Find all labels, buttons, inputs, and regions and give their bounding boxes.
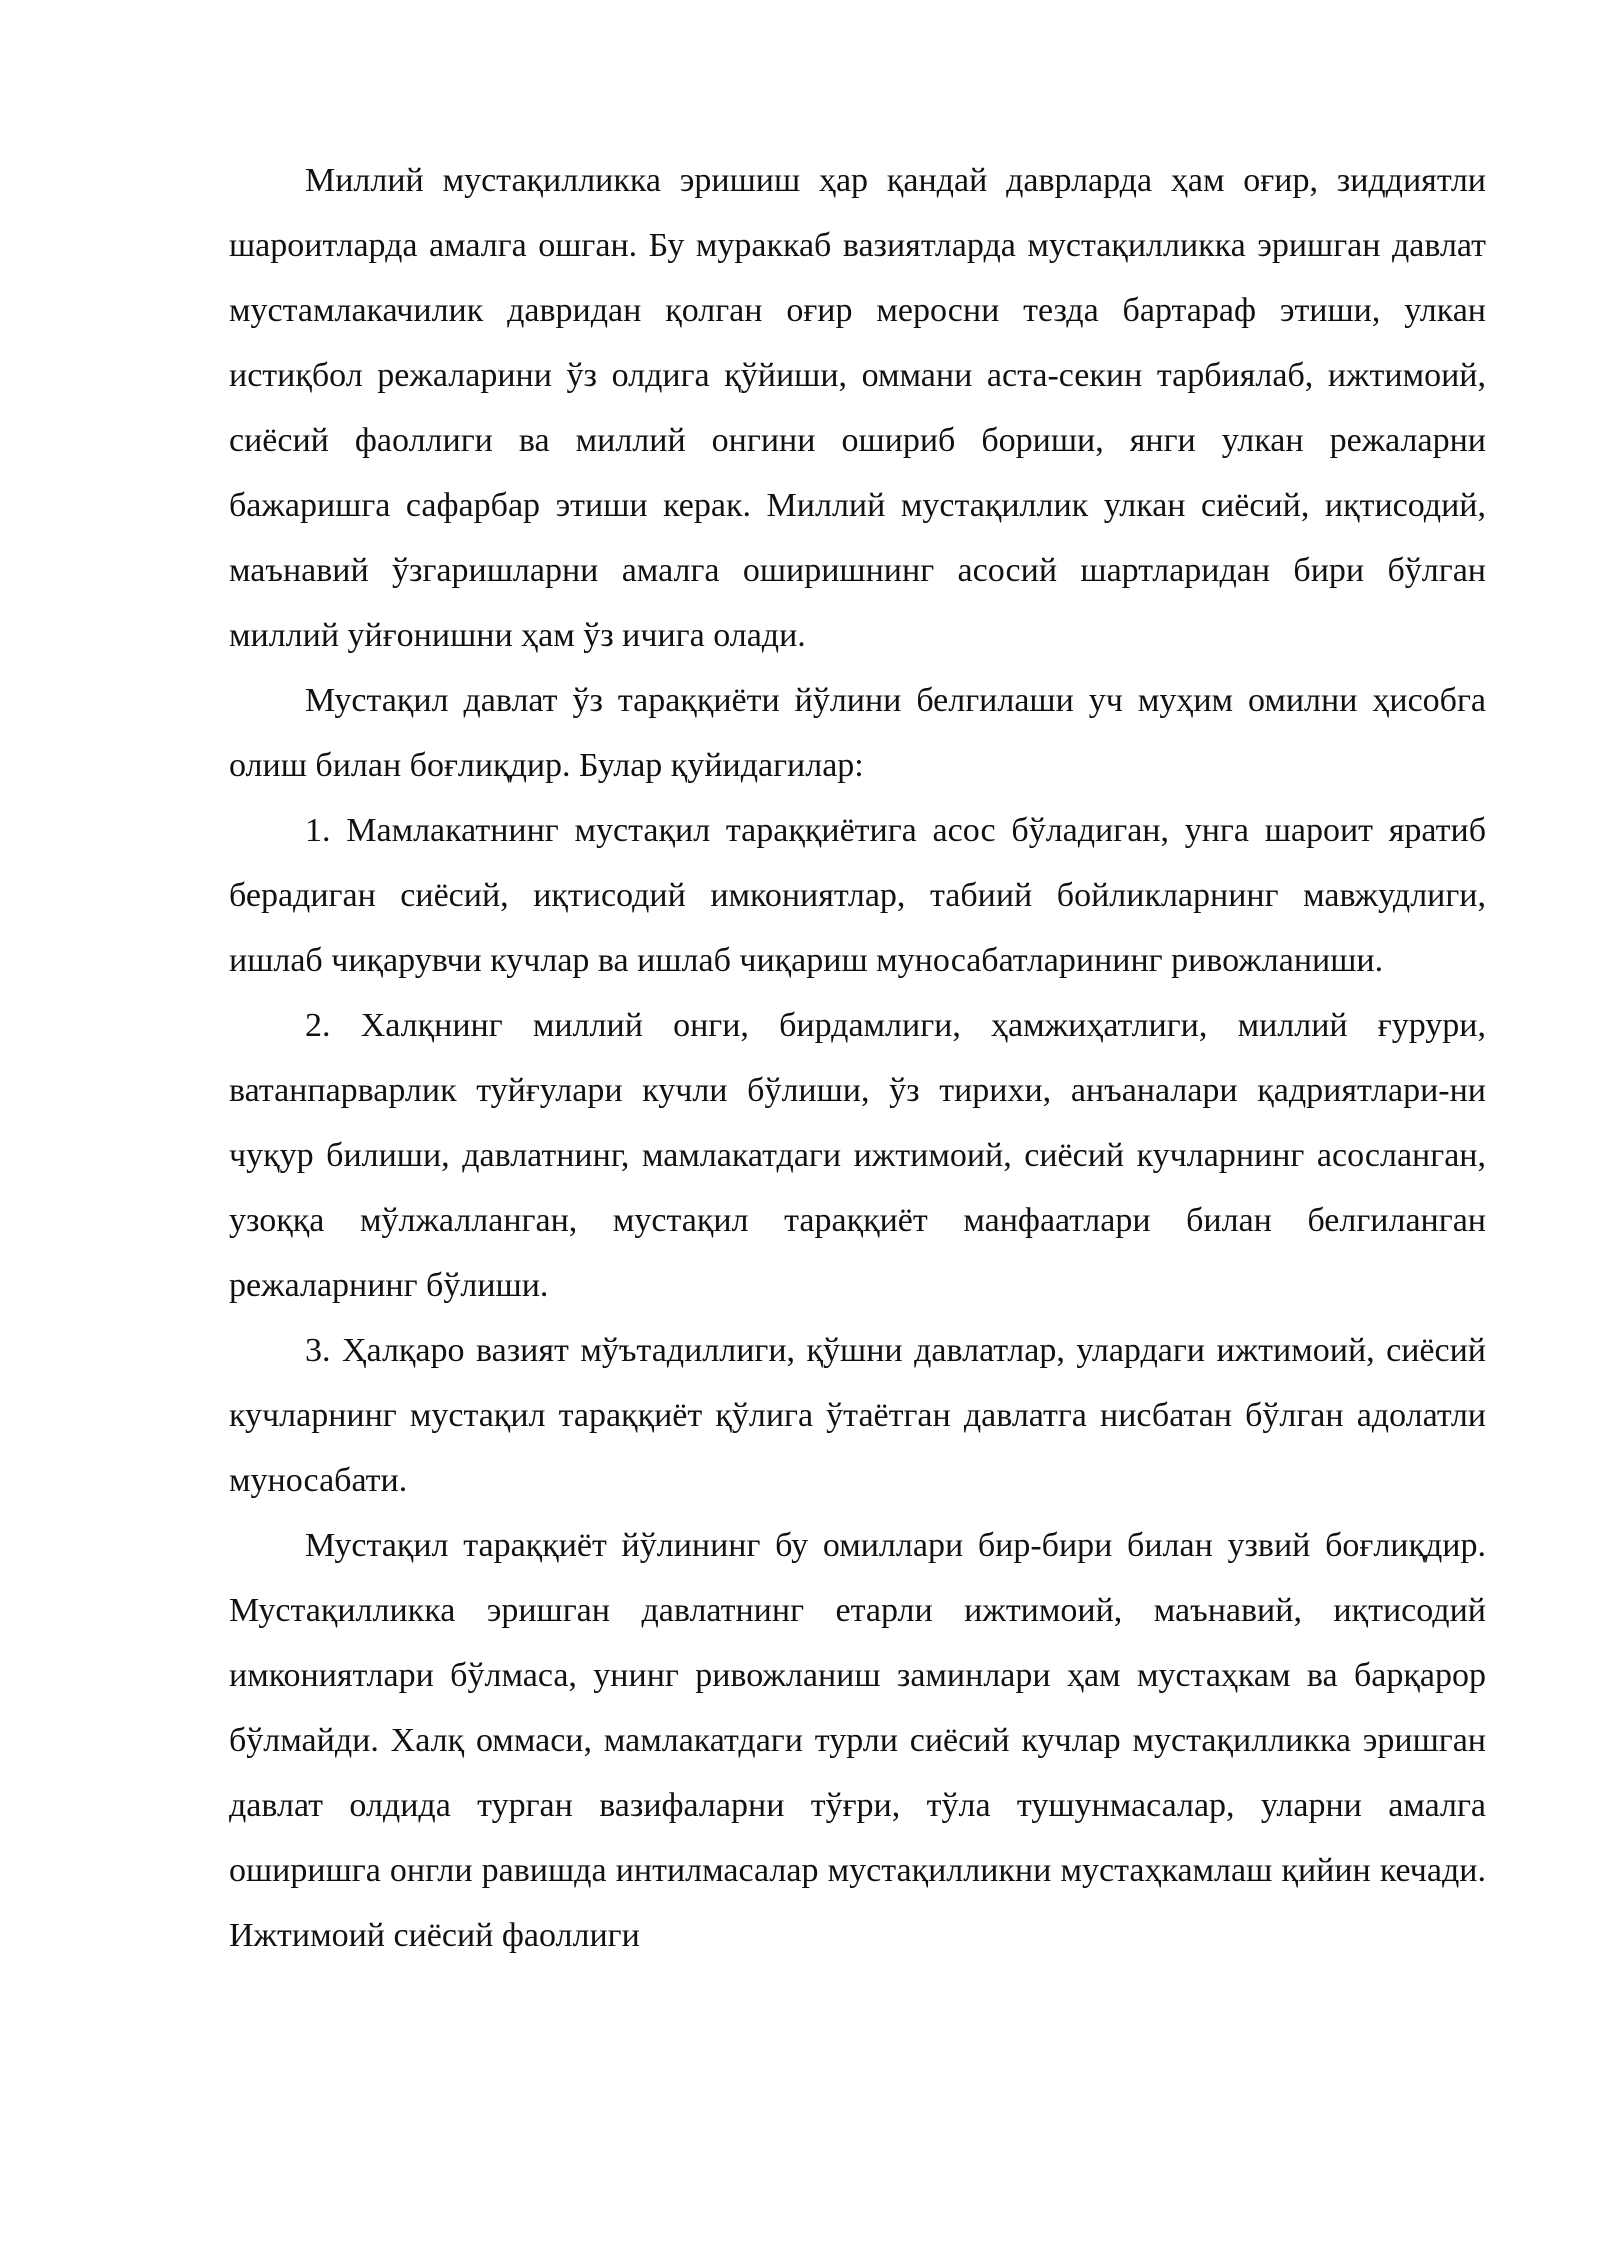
- document-body: [229, 148, 1486, 1968]
- paragraph-2: Мустақил давлат ўз тараққиёти йўлини белгилаши уч муҳим омилни ҳисобга олиш билан боғлиқдир. Булар қуйидагилар:: [229, 682, 1486, 784]
- list-item-2: 2. Халқнинг миллий онги, бирдамлиги, ҳамжиҳатлиги, миллий ғурури, ватанпарварлик туйғулари кучли бўлиши, ўз тирихи, анъаналари қадриятлари-ни чуқур билиши, давлатнинг, мамлакатдаги ижтимоий, сиёсий кучларнинг асосланган, узоққа мўлжалланган, мустақил тараққиёт манфаатлари билан белгиланган режаларнинг бўлиши.: [229, 1007, 1486, 1304]
- list-item-3: 3. Ҳалқаро вазият мўътадиллиги, қўшни давлатлар, улардаги ижтимоий, сиёсий кучларнинг мустақил тараққиёт қўлига ўтаётган давлатга нисбатан бўлган адолатли муносабати.: [229, 1332, 1486, 1499]
- paragraph-1: Миллий мустақилликка эришиш ҳар қандай даврларда ҳам оғир, зиддиятли шароитларда амалга ошган. Бу мураккаб вазиятларда мустақилликка эришган давлат мустамлакачилик давридан қолган оғир меросни тезда бартараф этиши, улкан истиқбол режаларини ўз олдига қўйиши, оммани аста-секин тарбиялаб, ижтимоий, сиёсий фаоллиги ва миллий онгини ошириб бориши, янги улкан режаларни бажаришга сафарбар этиши керак. Миллий мустақиллик улкан сиёсий, иқтисодий, маънавий ўзгаришларни амалга оширишнинг асосий шартларидан бири бўлган миллий уйғонишни ҳам ўз ичига олади.: [229, 162, 1486, 654]
- paragraph-3: Мустақил тараққиёт йўлининг бу омиллари бир-бири билан узвий боғлиқдир. Мустақилликка эришган давлатнинг етарли ижтимоий, маънавий, иқтисодий имкониятлари бўлмаса, унинг ривожланиш заминлари ҳам мустаҳкам ва барқарор бўлмайди. Халқ оммаси, мамлакатдаги турли сиёсий кучлар мустақилликка эришган давлат олдида турган вазифаларни тўғри, тўла тушунмасалар, уларни амалга оширишга онгли равишда интилмасалар мустақилликни мустаҳкамлаш қийин кечади. Ижтимоий сиёсий фаоллиги: [229, 1527, 1486, 1954]
- list-item-1: 1. Мамлакатнинг мустақил тараққиётига асос бўладиган, унга шароит яратиб берадиган сиёсий, иқтисодий имкониятлар, табиий бойликларнинг мавжудлиги, ишлаб чиқарувчи кучлар ва ишлаб чиқариш муносабатларининг ривожланиши.: [229, 812, 1486, 979]
